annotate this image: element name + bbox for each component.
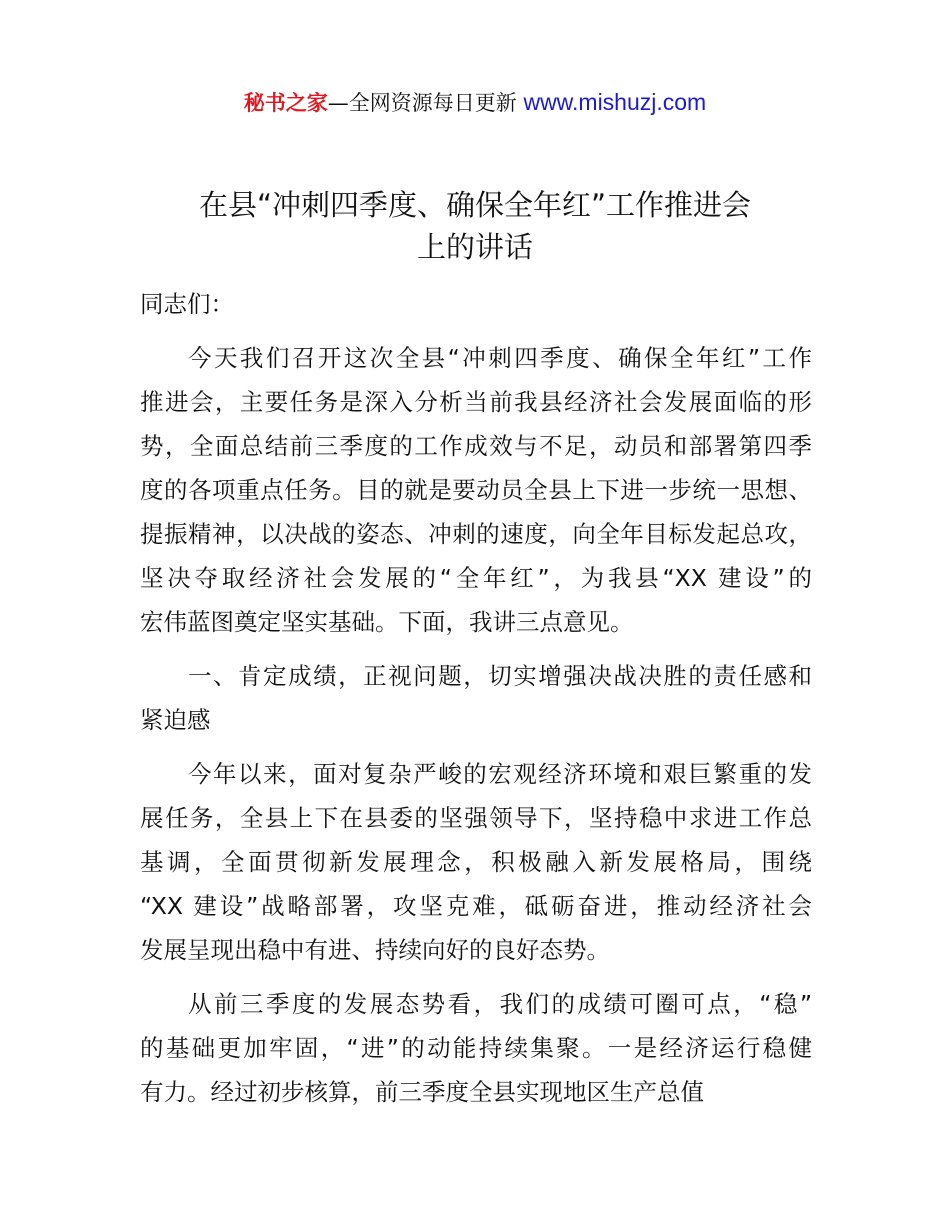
- paragraph: [140, 752, 812, 972]
- banner-tagline: —全网资源每日更新: [327, 91, 524, 115]
- text-line: 度的各项重点任务。目的就是要动员全县上下进一步统一思想、: [140, 476, 812, 504]
- text-line: 的基础更加牢固，“进”的动能持续集聚。一是经济运行稳健: [140, 1034, 812, 1062]
- text-line: 今年以来，面对复杂严峻的宏观经济环境和艰巨繁重的发: [188, 760, 812, 788]
- text-line: 展任务，全县上下在县委的坚强领导下，坚持稳中求进工作总: [140, 804, 812, 832]
- text-line: 紧迫感: [140, 706, 211, 734]
- text-line: 有力。经过初步核算，前三季度全县实现地区生产总值: [140, 1078, 704, 1106]
- document-title: [100, 184, 850, 268]
- text-line: 势，全面总结前三季度的工作成效与不足，动员和部署第四季: [140, 432, 812, 460]
- site-banner: [0, 86, 950, 119]
- text-line: 宏伟蓝图奠定坚实基础。下面，我讲三点意见。: [140, 608, 634, 636]
- document-body: [140, 282, 812, 1124]
- text-line: “XX 建设”战略部署，攻坚克难，砥砺奋进，推动经济社会: [140, 892, 812, 920]
- text-line: 推进会，主要任务是深入分析当前我县经济社会发展面临的形: [140, 388, 812, 416]
- title-line: 上的讲话: [416, 230, 533, 264]
- site-url-link[interactable]: www.mishuzj.com: [523, 89, 707, 115]
- brand-name: 秘书之家: [243, 91, 328, 115]
- paragraph: [140, 336, 812, 644]
- text-line: 基调，全面贯彻新发展理念，积极融入新发展格局，围绕: [140, 848, 812, 876]
- text-line: 坚决夺取经济社会发展的“全年红”，为我县“XX 建设”的: [140, 564, 812, 592]
- text-line: 提振精神，以决战的姿态、冲刺的速度，向全年目标发起总攻，: [140, 520, 812, 548]
- paragraph: [140, 982, 812, 1114]
- paragraph: [140, 654, 812, 742]
- text-line: 同志们：: [140, 290, 234, 318]
- title-line: 在县“冲刺四季度、确保全年红”工作推进会: [198, 188, 752, 222]
- text-line: 从前三季度的发展态势看，我们的成绩可圈可点，“稳”: [188, 990, 812, 1018]
- salutation: [140, 282, 812, 326]
- text-line: 今天我们召开这次全县“冲刺四季度、确保全年红”工作: [188, 344, 812, 372]
- text-line: 一、肯定成绩，正视问题，切实增强决战决胜的责任感和: [188, 662, 812, 690]
- text-line: 发展呈现出稳中有进、持续向好的良好态势。: [140, 936, 610, 964]
